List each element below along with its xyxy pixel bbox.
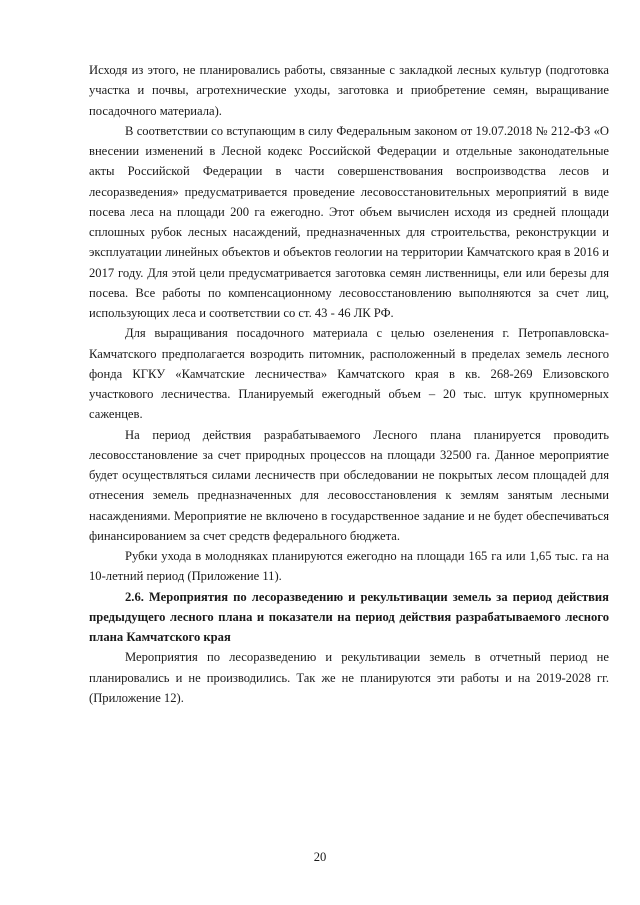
page-body [89,60,609,708]
paragraph-4: На период действия разрабатываемого Лесного плана планируется проводить лесовосстановление за счет природных процессов на площади 32500 га. Данное мероприятие будет осуществляться силами лесничеств при обследовании не покрытых лесом площадей для отнесения земель предназначенных для лесовосстановления к землям занятым лесными насаждениями. Мероприятие не включено в государственное задание и не будет обеспечиваться финансированием за счет средств федерального бюджета. [89,427,609,543]
paragraph-5: Рубки ухода в молодняках планируются ежегодно на площади 165 га или 1,65 тыс. га на 10-летний период (Приложение 11). [89,549,609,584]
paragraph-6: Мероприятия по лесоразведению и рекультивации земель в отчетный период не планировались и не производились. Так же не планируются эти работы и на 2019-2028 гг. (Приложение 12). [89,650,609,705]
paragraph-1: Исходя из этого, не планировались работы, связанные с закладкой лесных культур (подготовка участка и почвы, агротехнические уходы, заготовка и приобретение семян, выращивание посадочного материала). [89,63,609,118]
page-number: 20 [313,850,327,864]
paragraph-3: Для выращивания посадочного материала с целью озеленения г. Петропавловска-Камчатского предполагается возродить питомник, расположенный в пределах земель лесного фонда КГКУ «Камчатские лесничества» Камчатского края в кв. 268-269 Елизовского участкового лесничества. Планируемый ежегодный объем – 20 тыс. штук крупномерных саженцев. [89,326,609,422]
section-heading: 2.6. Мероприятия по лесоразведению и рекультивации земель за период действия предыдущего лесного плана и показатели на период действия разрабатываемого лесного плана Камчатского края [89,589,609,644]
paragraph-2: В соответствии со вступающим в силу Федеральным законом от 19.07.2018 № 212-ФЗ «О внесении изменений в Лесной кодекс Российской Федерации и отдельные законодательные акты Российской Федерации в части совершенствования воспроизводства лесов и лесоразведения» предусматривается проведение лесовосстановительных мероприятий в виде посева леса на площади 200 га ежегодно. Этот объем вычислен исходя из средней площади сплошных рубок лесных насаждений, предназначенных для строительства, реконструкции и эксплуатации линейных объектов и объектов геологии на территории Камчатского края в 2016 и 2017 году. Для этой цели предусматривается заготовка семян лиственницы, ели или березы для посева. Все работы по компенсационному лесовосстановлению выполняются за счет лиц, использующих леса и соответствии со ст. 43 - 46 ЛК РФ. [89,123,609,320]
